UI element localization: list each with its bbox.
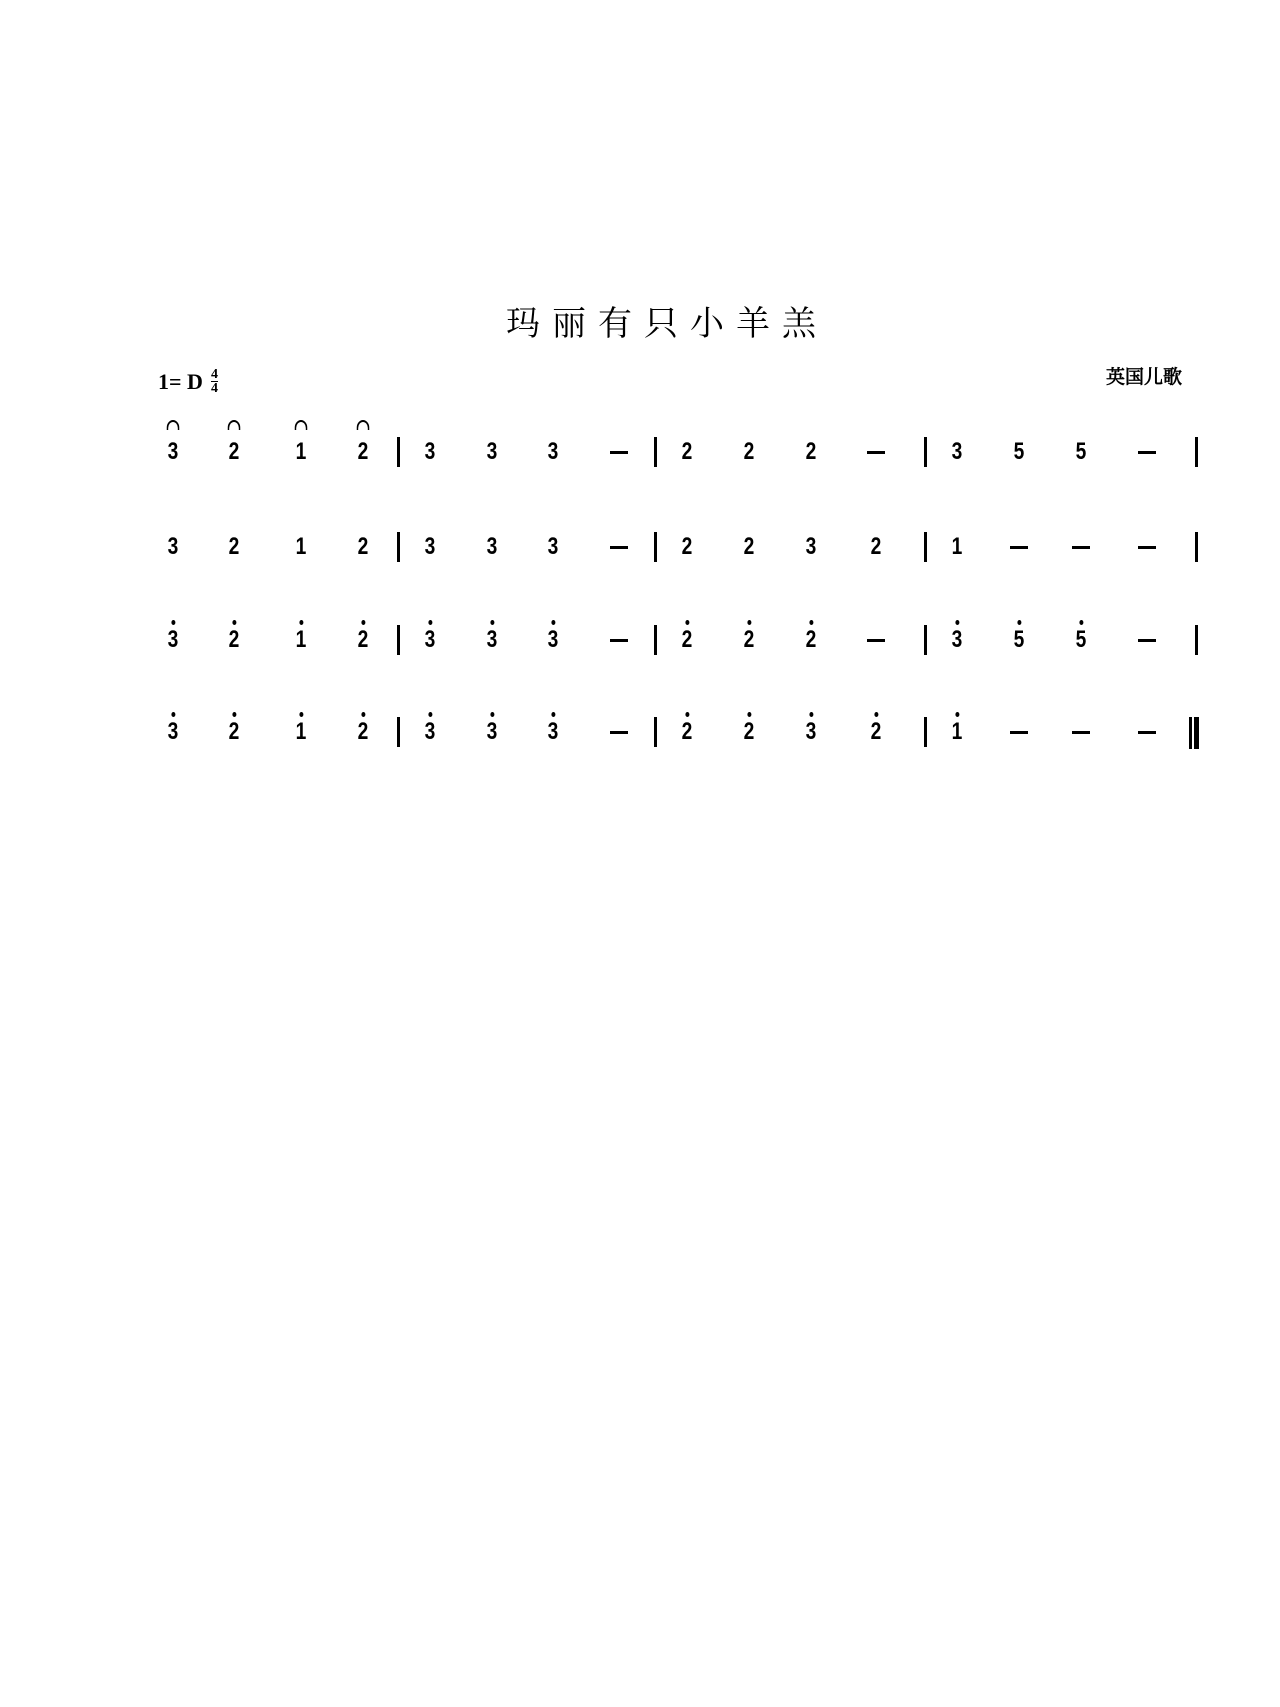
note-digit: 2 [228, 626, 240, 653]
note [480, 628, 504, 652]
high-octave-dot [685, 620, 689, 625]
high-octave-dot [809, 712, 813, 717]
note [737, 720, 761, 744]
note [418, 440, 442, 464]
note [289, 535, 313, 559]
note [541, 720, 565, 744]
note-digit: 3 [547, 718, 559, 745]
dash-extension [1010, 731, 1028, 734]
note [864, 720, 888, 744]
high-octave-dot [874, 712, 878, 717]
high-octave-dot [299, 712, 303, 717]
note-digit: 2 [681, 533, 693, 560]
barline [924, 625, 927, 655]
key-signature [158, 368, 218, 395]
note-digit: 1 [295, 533, 307, 560]
note-digit: 3 [805, 718, 817, 745]
time-top: 4 [210, 367, 218, 382]
fermata-arc [167, 420, 180, 430]
note [675, 440, 699, 464]
barline [654, 532, 657, 562]
high-octave-dot [747, 620, 751, 625]
high-octave-dot [809, 620, 813, 625]
note-digit: 1 [951, 718, 963, 745]
note-digit: 3 [951, 626, 963, 653]
note-digit: 3 [486, 718, 498, 745]
high-octave-dot [551, 712, 555, 717]
note-digit: 5 [1075, 626, 1087, 653]
note [799, 535, 823, 559]
note-digit: 5 [1013, 438, 1025, 465]
note [541, 628, 565, 652]
note [1069, 440, 1093, 464]
note [161, 628, 185, 652]
high-octave-dot [428, 712, 432, 717]
note [418, 535, 442, 559]
key-label: 1= D [158, 368, 203, 394]
dash-extension [610, 639, 628, 642]
note-digit: 2 [357, 438, 369, 465]
note-digit: 3 [424, 718, 436, 745]
note-digit: 3 [167, 533, 179, 560]
note-digit: 1 [295, 438, 307, 465]
note [799, 628, 823, 652]
note-digit: 2 [681, 438, 693, 465]
high-octave-dot [232, 620, 236, 625]
barline [397, 437, 400, 467]
note-digit: 3 [167, 626, 179, 653]
note-digit: 2 [870, 718, 882, 745]
note [945, 720, 969, 744]
note [351, 440, 375, 464]
note [222, 535, 246, 559]
note-digit: 2 [357, 626, 369, 653]
note-digit: 2 [743, 438, 755, 465]
note-digit: 1 [295, 718, 307, 745]
dash-extension [1072, 546, 1090, 549]
note [161, 535, 185, 559]
note [351, 535, 375, 559]
note-digit: 3 [424, 438, 436, 465]
note [541, 440, 565, 464]
time-bottom: 4 [210, 381, 218, 396]
dash-extension [1138, 546, 1156, 549]
note [541, 535, 565, 559]
note-digit: 2 [743, 626, 755, 653]
note [161, 440, 185, 464]
barline [397, 532, 400, 562]
high-octave-dot [171, 712, 175, 717]
barline [924, 532, 927, 562]
barline [654, 717, 657, 747]
note [1069, 628, 1093, 652]
note [799, 720, 823, 744]
note-digit: 2 [743, 533, 755, 560]
note-digit: 2 [870, 533, 882, 560]
high-octave-dot [361, 620, 365, 625]
note-digit: 1 [951, 533, 963, 560]
note-digit: 1 [295, 626, 307, 653]
fermata-arc [228, 420, 241, 430]
high-octave-dot [955, 712, 959, 717]
note [161, 720, 185, 744]
note [737, 535, 761, 559]
note-digit: 2 [805, 438, 817, 465]
note-digit: 3 [547, 626, 559, 653]
dash-extension [1072, 731, 1090, 734]
note-digit: 3 [805, 533, 817, 560]
dash-extension [1138, 639, 1156, 642]
fermata-arc [357, 420, 370, 430]
note-digit: 3 [486, 533, 498, 560]
high-octave-dot [232, 712, 236, 717]
high-octave-dot [955, 620, 959, 625]
fermata-arc [295, 420, 308, 430]
note-digit: 3 [547, 533, 559, 560]
score-title: 玛丽有只小羊羔 [506, 304, 828, 344]
note [945, 628, 969, 652]
note [222, 720, 246, 744]
note [289, 720, 313, 744]
note [1007, 440, 1031, 464]
note-digit: 3 [547, 438, 559, 465]
note-digit: 3 [167, 718, 179, 745]
note [945, 440, 969, 464]
high-octave-dot [490, 712, 494, 717]
note [480, 720, 504, 744]
barline [397, 625, 400, 655]
note [1007, 628, 1031, 652]
time-signature [211, 368, 218, 395]
barline [1195, 625, 1198, 655]
high-octave-dot [747, 712, 751, 717]
note-digit: 2 [228, 438, 240, 465]
note [675, 628, 699, 652]
high-octave-dot [299, 620, 303, 625]
dash-extension [867, 451, 885, 454]
dash-extension [610, 731, 628, 734]
note [351, 628, 375, 652]
note-digit: 2 [805, 626, 817, 653]
high-octave-dot [428, 620, 432, 625]
note [675, 535, 699, 559]
note [737, 440, 761, 464]
note-digit: 3 [424, 533, 436, 560]
high-octave-dot [361, 712, 365, 717]
note-digit: 2 [743, 718, 755, 745]
high-octave-dot [171, 620, 175, 625]
dash-extension [1010, 546, 1028, 549]
note-digit: 2 [357, 718, 369, 745]
note [675, 720, 699, 744]
dash-extension [1138, 731, 1156, 734]
dash-extension [867, 639, 885, 642]
note [418, 628, 442, 652]
note-digit: 3 [424, 626, 436, 653]
note-digit: 2 [228, 533, 240, 560]
barline [924, 717, 927, 747]
note-digit: 5 [1075, 438, 1087, 465]
note [945, 535, 969, 559]
note [480, 535, 504, 559]
high-octave-dot [1079, 620, 1083, 625]
composer: 英国儿歌 [1106, 367, 1183, 388]
note-digit: 3 [951, 438, 963, 465]
note [737, 628, 761, 652]
barline [654, 625, 657, 655]
note-digit: 2 [681, 626, 693, 653]
note-digit: 2 [681, 718, 693, 745]
barline [654, 437, 657, 467]
note-digit: 5 [1013, 626, 1025, 653]
note-digit: 2 [228, 718, 240, 745]
note-digit: 2 [357, 533, 369, 560]
note-digit: 3 [486, 626, 498, 653]
note [864, 535, 888, 559]
barline [924, 437, 927, 467]
note [222, 628, 246, 652]
note [289, 628, 313, 652]
barline [1195, 437, 1198, 467]
note [480, 440, 504, 464]
dash-extension [1138, 451, 1156, 454]
note [289, 440, 313, 464]
barline [1195, 532, 1198, 562]
note [799, 440, 823, 464]
dash-extension [610, 546, 628, 549]
note [418, 720, 442, 744]
note [222, 440, 246, 464]
note-digit: 3 [167, 438, 179, 465]
high-octave-dot [1017, 620, 1021, 625]
barline [397, 717, 400, 747]
high-octave-dot [490, 620, 494, 625]
note [351, 720, 375, 744]
high-octave-dot [685, 712, 689, 717]
note-digit: 3 [486, 438, 498, 465]
dash-extension [610, 451, 628, 454]
high-octave-dot [551, 620, 555, 625]
